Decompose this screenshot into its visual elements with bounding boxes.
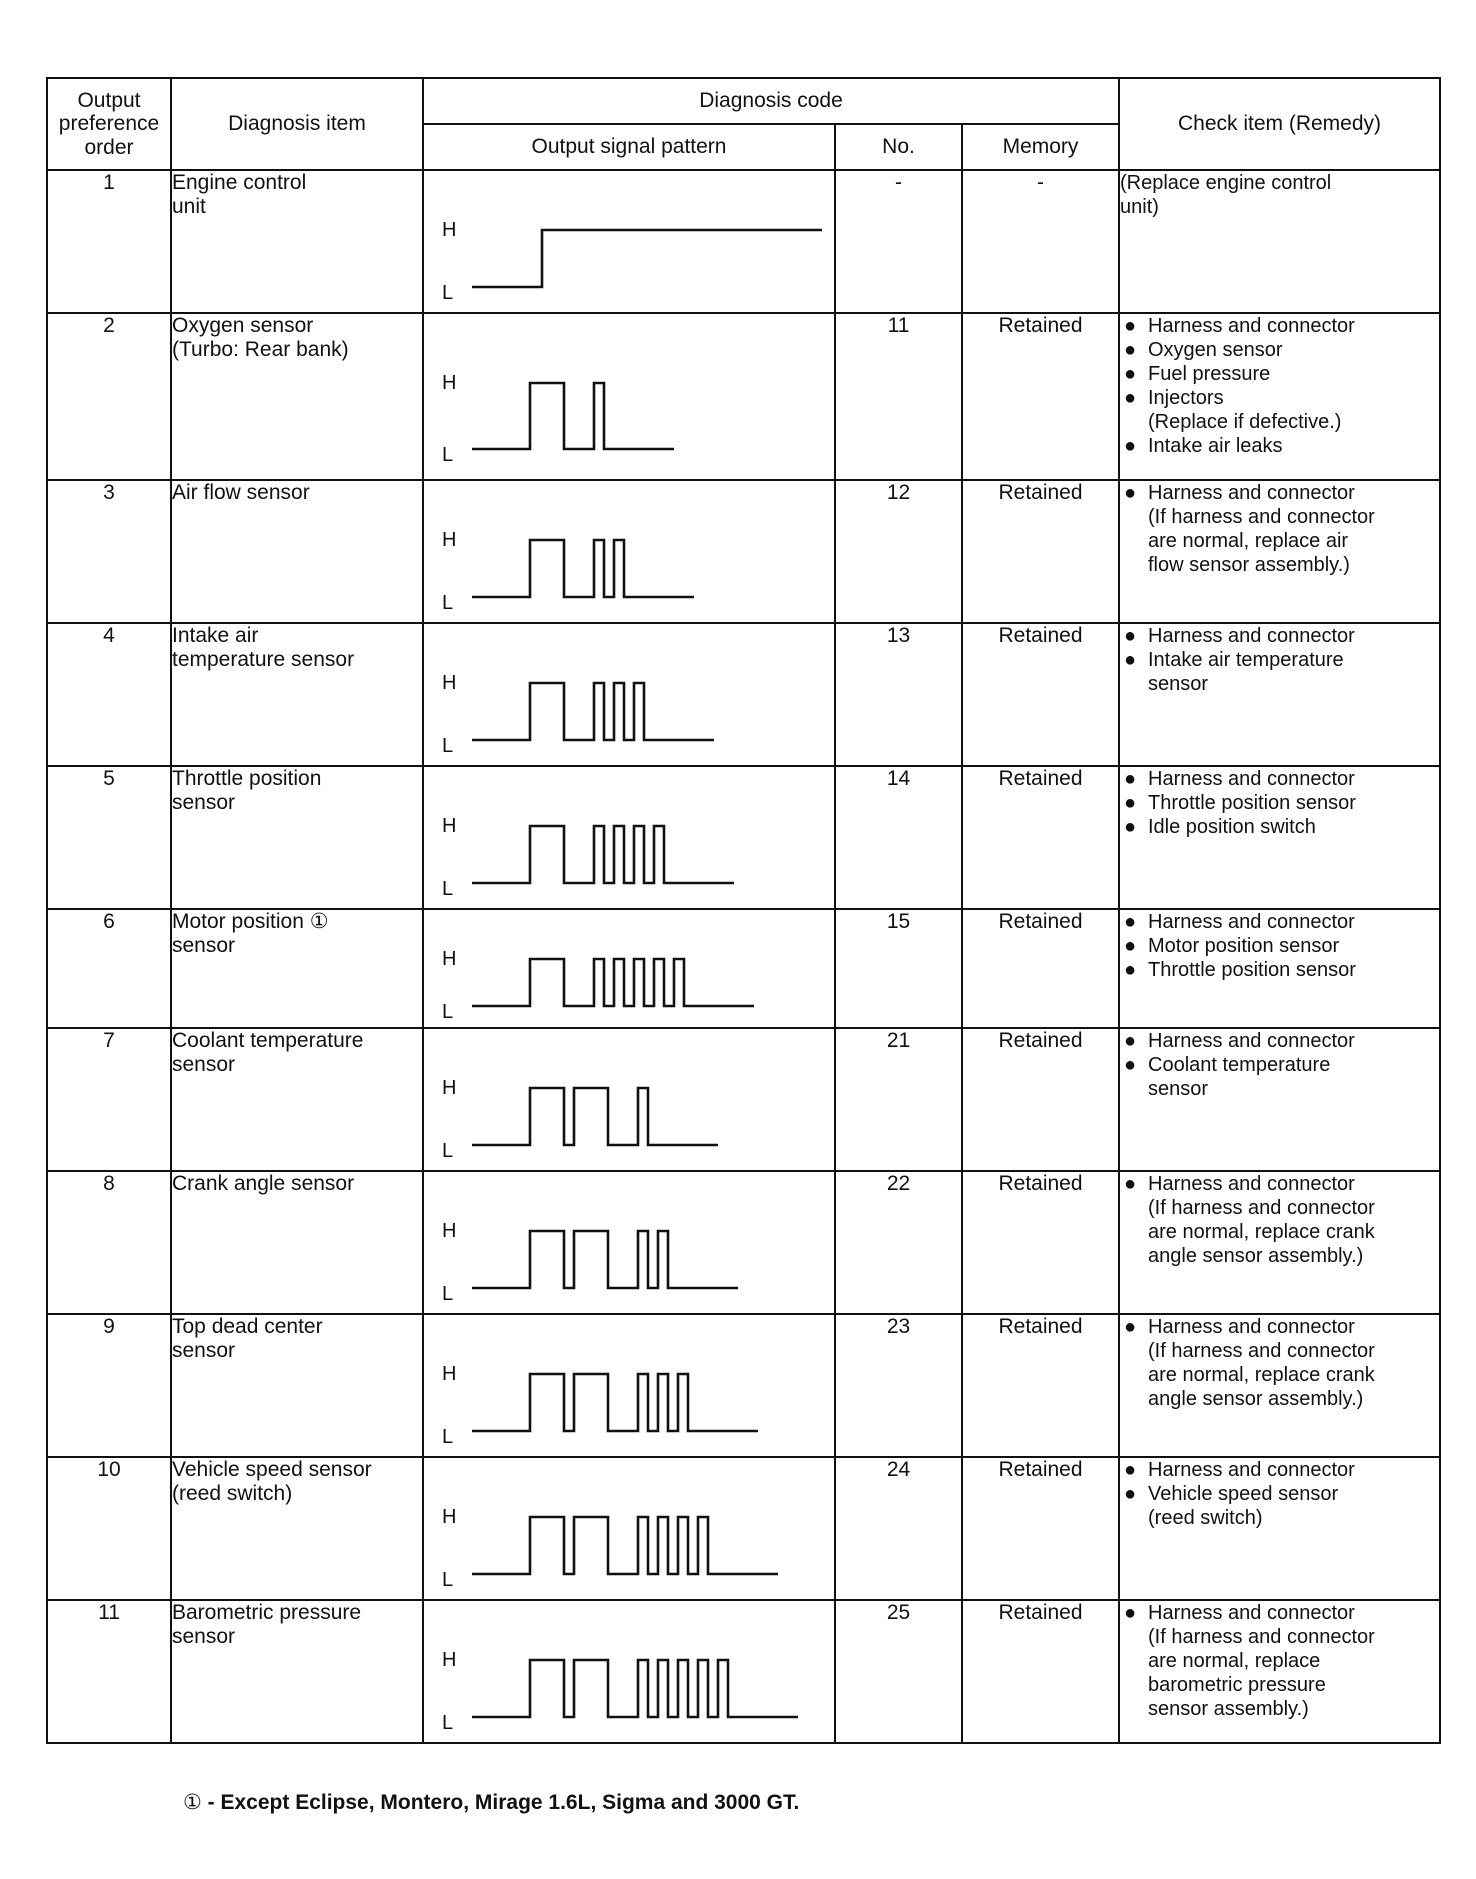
signal-low-label: L [442, 1712, 454, 1734]
output-order-cell: 7 [47, 1028, 171, 1171]
check-list-item [1120, 314, 1439, 338]
check-item-text: Harness and connector [1148, 768, 1355, 790]
signal-waveform-2 [472, 383, 674, 449]
check-list [1120, 1601, 1439, 1721]
code-number-cell: 25 [835, 1600, 962, 1743]
bullet-icon: ● [1124, 625, 1137, 647]
table-row [47, 1600, 1440, 1743]
check-item-text: Vehicle speed sensor (reed switch) [1148, 1483, 1339, 1529]
table-body [47, 170, 1440, 1743]
header-check-item: Check item (Remedy) [1119, 78, 1440, 170]
memory-cell: Retained [962, 1171, 1119, 1314]
bullet-icon: ● [1124, 911, 1137, 933]
table-row [47, 1457, 1440, 1600]
check-item-cell [1119, 909, 1440, 1028]
signal-waveform-10 [472, 1517, 778, 1574]
bullet-icon: ● [1124, 768, 1137, 790]
bullet-icon: ● [1124, 1459, 1137, 1481]
check-list-item [1120, 386, 1439, 434]
check-list-item [1120, 934, 1439, 958]
signal-waveform-11 [472, 1660, 798, 1717]
bullet-icon: ● [1124, 959, 1137, 981]
diagnosis-item-cell: Motor position ① sensor [171, 909, 423, 1028]
output-order-cell: 9 [47, 1314, 171, 1457]
bullet-icon: ● [1124, 315, 1137, 337]
diagnosis-item-cell: Coolant temperature sensor [171, 1028, 423, 1171]
output-order-cell: 4 [47, 623, 171, 766]
signal-pattern-graphic [424, 624, 836, 765]
diagnosis-item-cell: Engine control unit [171, 170, 423, 313]
signal-waveform-5 [472, 826, 734, 883]
check-list [1120, 1029, 1439, 1101]
code-number-cell: 23 [835, 1314, 962, 1457]
signal-high-label: H [442, 672, 457, 694]
output-order-cell: 11 [47, 1600, 171, 1743]
bullet-icon: ● [1124, 387, 1137, 409]
check-item-text: Harness and connector (If harness and connector are normal, replace crank angle sensor assembly.) [1148, 1173, 1375, 1267]
check-list-item [1120, 434, 1439, 458]
signal-pattern-graphic [424, 171, 836, 312]
check-list-item [1120, 1601, 1439, 1721]
bullet-icon: ● [1124, 816, 1137, 838]
output-order-cell: 3 [47, 480, 171, 623]
signal-waveform-8 [472, 1231, 738, 1288]
check-list [1120, 314, 1439, 458]
code-number-cell: 13 [835, 623, 962, 766]
signal-high-label: H [442, 1506, 457, 1528]
check-list [1120, 1172, 1439, 1268]
check-list [1120, 1458, 1439, 1530]
memory-cell: Retained [962, 623, 1119, 766]
check-item-text: Oxygen sensor [1148, 339, 1283, 361]
signal-high-label: H [442, 1649, 457, 1671]
check-item-text: Coolant temperature sensor [1148, 1054, 1331, 1100]
check-list [1120, 481, 1439, 577]
signal-high-label: H [442, 529, 457, 551]
table-row [47, 623, 1440, 766]
check-list-item [1120, 1053, 1439, 1101]
signal-high-label: H [442, 1363, 457, 1385]
code-number-cell: 22 [835, 1171, 962, 1314]
check-list [1120, 1315, 1439, 1411]
signal-high-label: H [442, 1077, 457, 1099]
signal-pattern-cell [423, 623, 835, 766]
check-list-item [1120, 910, 1439, 934]
signal-low-label: L [442, 1001, 454, 1023]
check-list [1120, 624, 1439, 696]
memory-cell: Retained [962, 766, 1119, 909]
signal-pattern-graphic [424, 1029, 836, 1170]
check-list-item [1120, 815, 1439, 839]
header-output-order: Output preference order [47, 78, 171, 170]
bullet-icon: ● [1124, 1483, 1137, 1505]
table-row [47, 313, 1440, 480]
output-order-cell: 6 [47, 909, 171, 1028]
check-list-item [1120, 1482, 1439, 1530]
footnote-marker: ① [183, 1791, 202, 1814]
bullet-icon: ● [1124, 1054, 1137, 1076]
signal-waveform-9 [472, 1374, 758, 1431]
check-item-cell [1119, 170, 1440, 313]
signal-pattern-graphic [424, 767, 836, 908]
table-row [47, 170, 1440, 313]
signal-pattern-graphic [424, 314, 836, 479]
diagnosis-item-cell: Throttle position sensor [171, 766, 423, 909]
bullet-icon: ● [1124, 935, 1137, 957]
footnote [183, 1790, 799, 1815]
remedy-text: (Replace engine control unit) [1120, 172, 1332, 218]
check-item-text: Harness and connector [1148, 1030, 1355, 1052]
signal-low-label: L [442, 282, 454, 304]
code-number-cell: 15 [835, 909, 962, 1028]
table-row [47, 1314, 1440, 1457]
code-number-cell: 21 [835, 1028, 962, 1171]
signal-low-label: L [442, 735, 454, 757]
output-order-cell: 1 [47, 170, 171, 313]
diagnosis-item-cell: Oxygen sensor (Turbo: Rear bank) [171, 313, 423, 480]
check-list-item [1120, 624, 1439, 648]
signal-pattern-cell [423, 766, 835, 909]
signal-waveform-4 [472, 683, 714, 740]
signal-low-label: L [442, 1140, 454, 1162]
check-item-text: Throttle position sensor [1148, 959, 1356, 981]
bullet-icon: ● [1124, 363, 1137, 385]
signal-low-label: L [442, 878, 454, 900]
check-list-item [1120, 1315, 1439, 1411]
check-item-cell [1119, 766, 1440, 909]
signal-pattern-graphic [424, 481, 836, 622]
header-memory: Memory [962, 124, 1119, 170]
check-list-item [1120, 1458, 1439, 1482]
check-item-text: Throttle position sensor [1148, 792, 1356, 814]
memory-cell: Retained [962, 1600, 1119, 1743]
check-item-cell [1119, 1457, 1440, 1600]
memory-cell: Retained [962, 909, 1119, 1028]
check-item-cell [1119, 480, 1440, 623]
bullet-icon: ● [1124, 1602, 1137, 1624]
memory-cell: - [962, 170, 1119, 313]
check-item-text: Injectors (Replace if defective.) [1148, 387, 1342, 433]
memory-cell: Retained [962, 480, 1119, 623]
signal-pattern-cell [423, 1314, 835, 1457]
check-item-cell [1119, 1600, 1440, 1743]
memory-cell: Retained [962, 1028, 1119, 1171]
output-order-cell: 2 [47, 313, 171, 480]
signal-low-label: L [442, 1426, 454, 1448]
check-list-item [1120, 1172, 1439, 1268]
signal-pattern-cell [423, 480, 835, 623]
signal-high-label: H [442, 815, 457, 837]
signal-waveform-3 [472, 540, 694, 597]
signal-pattern-cell [423, 170, 835, 313]
diagnosis-item-cell: Air flow sensor [171, 480, 423, 623]
check-item-text: Harness and connector [1148, 911, 1355, 933]
signal-pattern-graphic [424, 1172, 836, 1313]
signal-waveform-7 [472, 1088, 718, 1145]
table-row [47, 1171, 1440, 1314]
header-output-signal-pattern: Output signal pattern [423, 124, 835, 170]
check-item-text: Intake air temperature sensor [1148, 649, 1344, 695]
check-item-cell [1119, 1314, 1440, 1457]
diagnosis-item-cell: Crank angle sensor [171, 1171, 423, 1314]
table-row [47, 766, 1440, 909]
footnote-text: - Except Eclipse, Montero, Mirage 1.6L, Sigma and 3000 GT. [207, 1791, 800, 1814]
code-number-cell: 12 [835, 480, 962, 623]
check-item-text: Idle position switch [1148, 816, 1316, 838]
memory-cell: Retained [962, 1457, 1119, 1600]
signal-pattern-cell [423, 1457, 835, 1600]
check-list-item [1120, 767, 1439, 791]
check-list-item [1120, 338, 1439, 362]
check-item-text: Harness and connector [1148, 1459, 1355, 1481]
signal-pattern-graphic [424, 910, 836, 1027]
check-item-cell [1119, 313, 1440, 480]
code-number-cell: 14 [835, 766, 962, 909]
check-list-item [1120, 362, 1439, 386]
diagnosis-table [46, 77, 1441, 1744]
table-row [47, 909, 1440, 1028]
output-order-cell: 8 [47, 1171, 171, 1314]
output-order-cell: 5 [47, 766, 171, 909]
bullet-icon: ● [1124, 1173, 1137, 1195]
signal-waveform-1 [472, 230, 822, 287]
bullet-icon: ● [1124, 482, 1137, 504]
check-item-text: Harness and connector [1148, 315, 1355, 337]
code-number-cell: 24 [835, 1457, 962, 1600]
signal-pattern-cell [423, 1600, 835, 1743]
check-list-item [1120, 1029, 1439, 1053]
header-diagnosis-code: Diagnosis code [423, 78, 1119, 124]
signal-pattern-graphic [424, 1601, 836, 1742]
signal-pattern-cell [423, 1028, 835, 1171]
check-list [1120, 910, 1439, 982]
check-item-text: Intake air leaks [1148, 435, 1283, 457]
check-item-text: Harness and connector [1148, 625, 1355, 647]
check-list [1120, 767, 1439, 839]
memory-cell: Retained [962, 313, 1119, 480]
signal-pattern-cell [423, 909, 835, 1028]
output-order-cell: 10 [47, 1457, 171, 1600]
signal-high-label: H [442, 948, 457, 970]
signal-low-label: L [442, 1283, 454, 1305]
diagnosis-item-cell: Intake air temperature sensor [171, 623, 423, 766]
signal-high-label: H [442, 219, 457, 241]
signal-high-label: H [442, 372, 457, 394]
diagnosis-item-cell: Vehicle speed sensor (reed switch) [171, 1457, 423, 1600]
code-number-cell: 11 [835, 313, 962, 480]
bullet-icon: ● [1124, 1316, 1137, 1338]
header-code-number: No. [835, 124, 962, 170]
bullet-icon: ● [1124, 339, 1137, 361]
signal-low-label: L [442, 444, 454, 466]
bullet-icon: ● [1124, 1030, 1137, 1052]
signal-low-label: L [442, 1569, 454, 1591]
check-list-item [1120, 958, 1439, 982]
diagnosis-item-cell: Barometric pressure sensor [171, 1600, 423, 1743]
bullet-icon: ● [1124, 649, 1137, 671]
check-item-text: Motor position sensor [1148, 935, 1340, 957]
bullet-icon: ● [1124, 792, 1137, 814]
signal-low-label: L [442, 592, 454, 614]
check-list-item [1120, 648, 1439, 696]
check-item-cell [1119, 1171, 1440, 1314]
bullet-icon: ● [1124, 435, 1137, 457]
check-item-text: Fuel pressure [1148, 363, 1271, 385]
signal-pattern-graphic [424, 1458, 836, 1599]
memory-cell: Retained [962, 1314, 1119, 1457]
table-row [47, 480, 1440, 623]
header-diagnosis-item: Diagnosis item [171, 78, 423, 170]
check-item-cell [1119, 623, 1440, 766]
signal-pattern-cell [423, 313, 835, 480]
check-item-text: Harness and connector (If harness and connector are normal, replace barometric pressure sensor assembly.) [1148, 1602, 1375, 1720]
check-item-cell [1119, 1028, 1440, 1171]
check-list-item [1120, 481, 1439, 577]
code-number-cell: - [835, 170, 962, 313]
diagnosis-item-cell: Top dead center sensor [171, 1314, 423, 1457]
check-item-text: Harness and connector (If harness and connector are normal, replace air flow sensor assembly.) [1148, 482, 1375, 576]
check-item-text: Harness and connector (If harness and connector are normal, replace crank angle sensor assembly.) [1148, 1316, 1375, 1410]
signal-pattern-cell [423, 1171, 835, 1314]
signal-waveform-6 [472, 959, 754, 1006]
signal-high-label: H [442, 1220, 457, 1242]
signal-pattern-graphic [424, 1315, 836, 1456]
check-list-item [1120, 791, 1439, 815]
table-row [47, 1028, 1440, 1171]
